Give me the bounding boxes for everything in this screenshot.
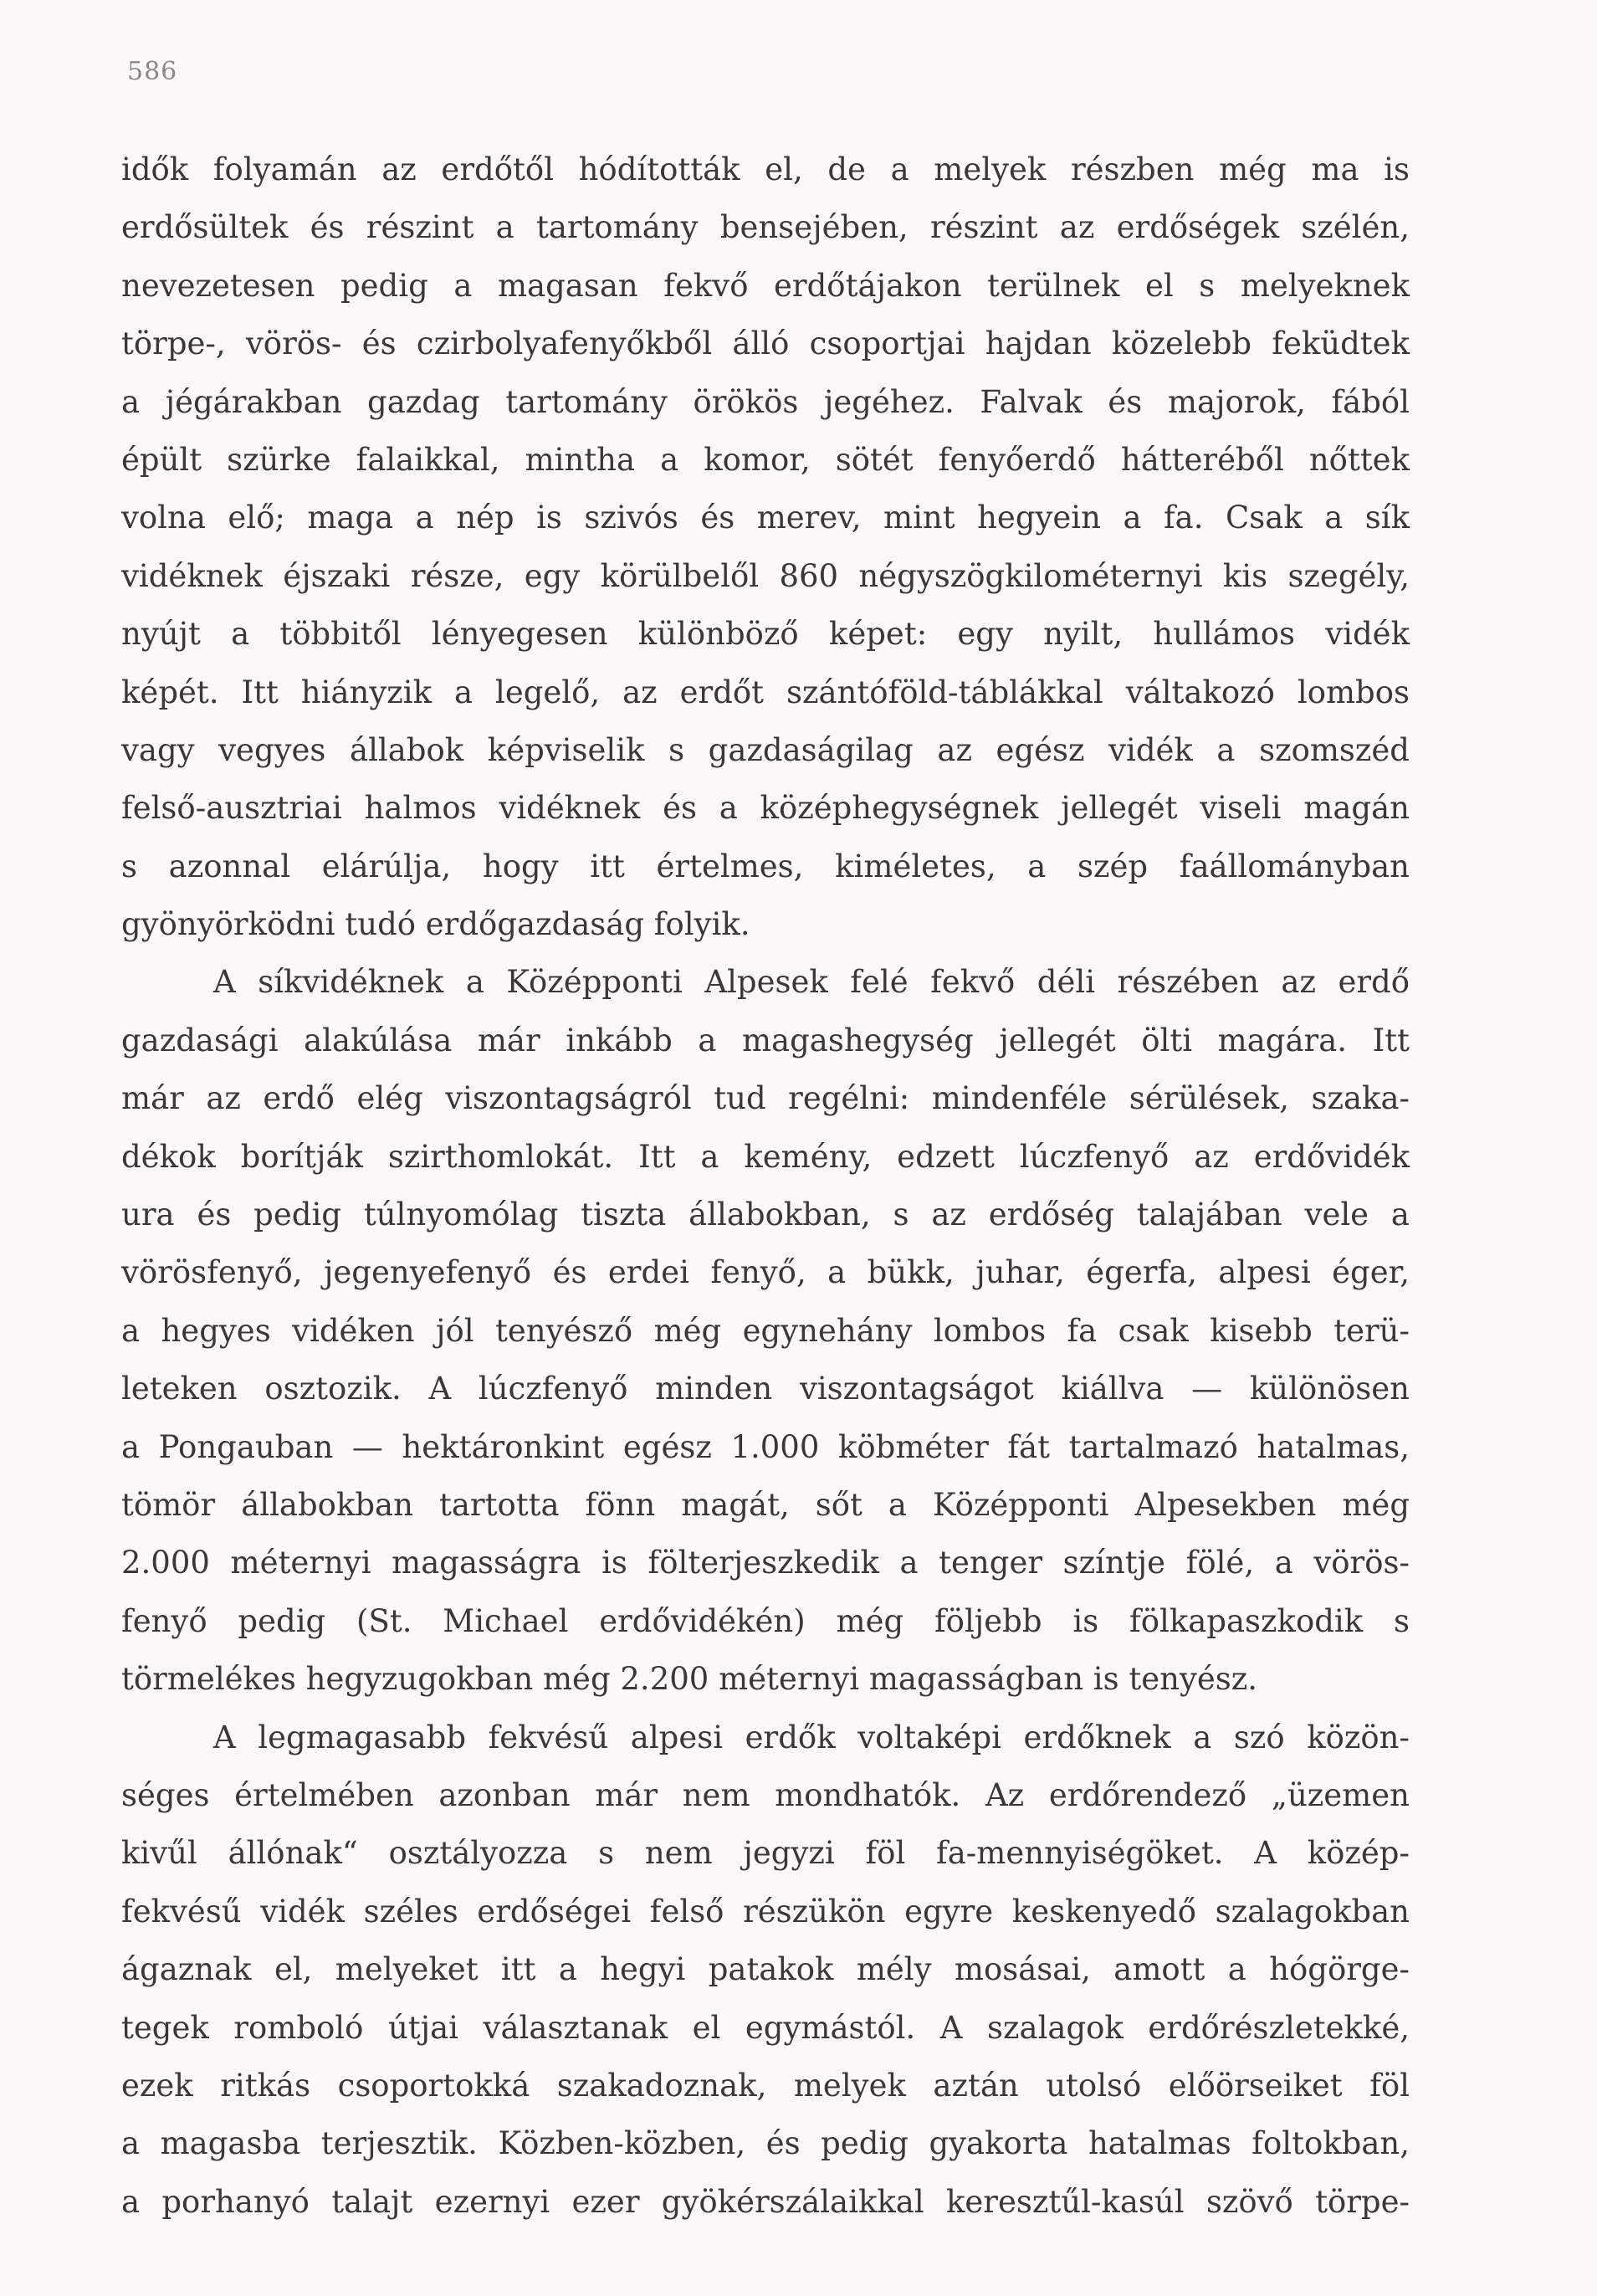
- text-line: gyönyörködni tudó erdőgazdaság folyik.: [121, 906, 750, 943]
- text-line: a hegyes vidéken jól tenyésző még egynehány lombos fa csak kisebb terü-: [121, 1312, 1410, 1349]
- text-line: a magasba terjesztik. Közben-közben, és pedig gyakorta hatalmas foltokban,: [121, 2125, 1410, 2162]
- text-line: séges értelmében azonban már nem mondhatók. Az erdőrendező „üzemen: [121, 1776, 1410, 1813]
- text-line: tegek romboló útjai választanak el egymástól. A szalagok erdőrészletekké,: [121, 2009, 1410, 2046]
- text-line: idők folyamán az erdőtől hódították el, de a melyek részben még ma is: [121, 151, 1410, 187]
- text-line: képét. Itt hiányzik a legelő, az erdőt szántóföld-táblákkal váltakozó lombos: [121, 674, 1410, 710]
- text-line: ezek ritkás csoportokká szakadoznak, melyek aztán utolsó előörseiket föl: [121, 2067, 1410, 2104]
- text-line: leteken osztozik. A lúczfenyő minden viszontagságot kiállva — különösen: [121, 1371, 1410, 1407]
- paragraph-start-line: A síkvidéknek a Középponti Alpesek felé fekvő déli részében az erdő: [213, 964, 1410, 1001]
- text-line: épült szürke falaikkal, mintha a komor, sötét fenyőerdő hátteréből nőttek: [121, 441, 1410, 478]
- text-line: vörösfenyő, jegenyefenyő és erdei fenyő, a bükk, juhar, égerfa, alpesi éger,: [121, 1254, 1410, 1291]
- text-line: fenyő pedig (St. Michael erdővidékén) még följebb is fölkapaszkodik s: [121, 1602, 1410, 1639]
- text-line: dékok borítják szirthomlokát. Itt a kemény, edzett lúczfenyő az erdővidék: [121, 1138, 1410, 1175]
- text-line: 2.000 méternyi magasságra is fölterjeszkedik a tenger színtje fölé, a vörös-: [121, 1545, 1410, 1581]
- paragraph-start-line: A legmagasabb fekvésű alpesi erdők voltaképi erdőknek a szó közön-: [213, 1719, 1410, 1755]
- text-line: a Pongauban — hektáronkint egész 1.000 köbméter fát tartalmazó hatalmas,: [121, 1428, 1410, 1465]
- text-line: kivűl állónak“ osztályozza s nem jegyzi föl fa-mennyiségöket. A közép-: [121, 1835, 1410, 1872]
- text-line: fekvésű vidék széles erdőségei felső részükön egyre keskenyedő szalagokban: [121, 1893, 1410, 1930]
- text-line: vagy vegyes állabok képviselik s gazdaságilag az egész vidék a szomszéd: [121, 731, 1410, 768]
- text-line: törpe-, vörös- és czirbolyafenyőkből álló csoportjai hajdan közelebb feküdtek: [121, 325, 1410, 362]
- text-line: a jégárakban gazdag tartomány örökös jegéhez. Falvak és majorok, fából: [121, 383, 1410, 420]
- text-line: felső-ausztriai halmos vidéknek és a középhegységnek jellegét viseli magán: [121, 790, 1410, 827]
- page-number: 586: [127, 57, 178, 86]
- text-line: ura és pedig túlnyomólag tiszta állabokban, s az erdőség talajában vele a: [121, 1197, 1410, 1233]
- text-line: nevezetesen pedig a magasan fekvő erdőtájakon terülnek el s melyeknek: [121, 267, 1410, 304]
- text-line: gazdasági alakúlása már inkább a magashegység jellegét ölti magára. Itt: [121, 1022, 1410, 1058]
- text-line: törmelékes hegyzugokban még 2.200 méternyi magasságban is tenyész.: [121, 1661, 1257, 1698]
- text-line: volna elő; maga a nép is szivós és merev, mint hegyein a fa. Csak a sík: [121, 500, 1410, 536]
- text-line: erdősültek és részint a tartomány bensejében, részint az erdőségek szélén,: [121, 209, 1410, 246]
- body-text: [121, 141, 1410, 2231]
- text-line: s azonnal elárúlja, hogy itt értelmes, kiméletes, a szép faállományban: [121, 848, 1410, 884]
- text-line: nyújt a többitől lényegesen különböző képet: egy nyilt, hullámos vidék: [121, 616, 1410, 653]
- text-line: tömör állabokban tartotta fönn magát, sőt a Középponti Alpesekben még: [121, 1486, 1410, 1523]
- text-line: vidéknek éjszaki része, egy körülbelől 860 négyszögkilométernyi kis szegély,: [121, 557, 1410, 594]
- text-line: ágaznak el, melyeket itt a hegyi patakok mély mosásai, amott a hógörge-: [121, 1951, 1410, 1988]
- text-line: már az erdő elég viszontagságról tud regélni: mindenféle sérülések, szaka-: [121, 1080, 1410, 1117]
- text-line: a porhanyó talajt ezernyi ezer gyökérszálaikkal keresztűl-kasúl szövő törpe-: [121, 2183, 1410, 2220]
